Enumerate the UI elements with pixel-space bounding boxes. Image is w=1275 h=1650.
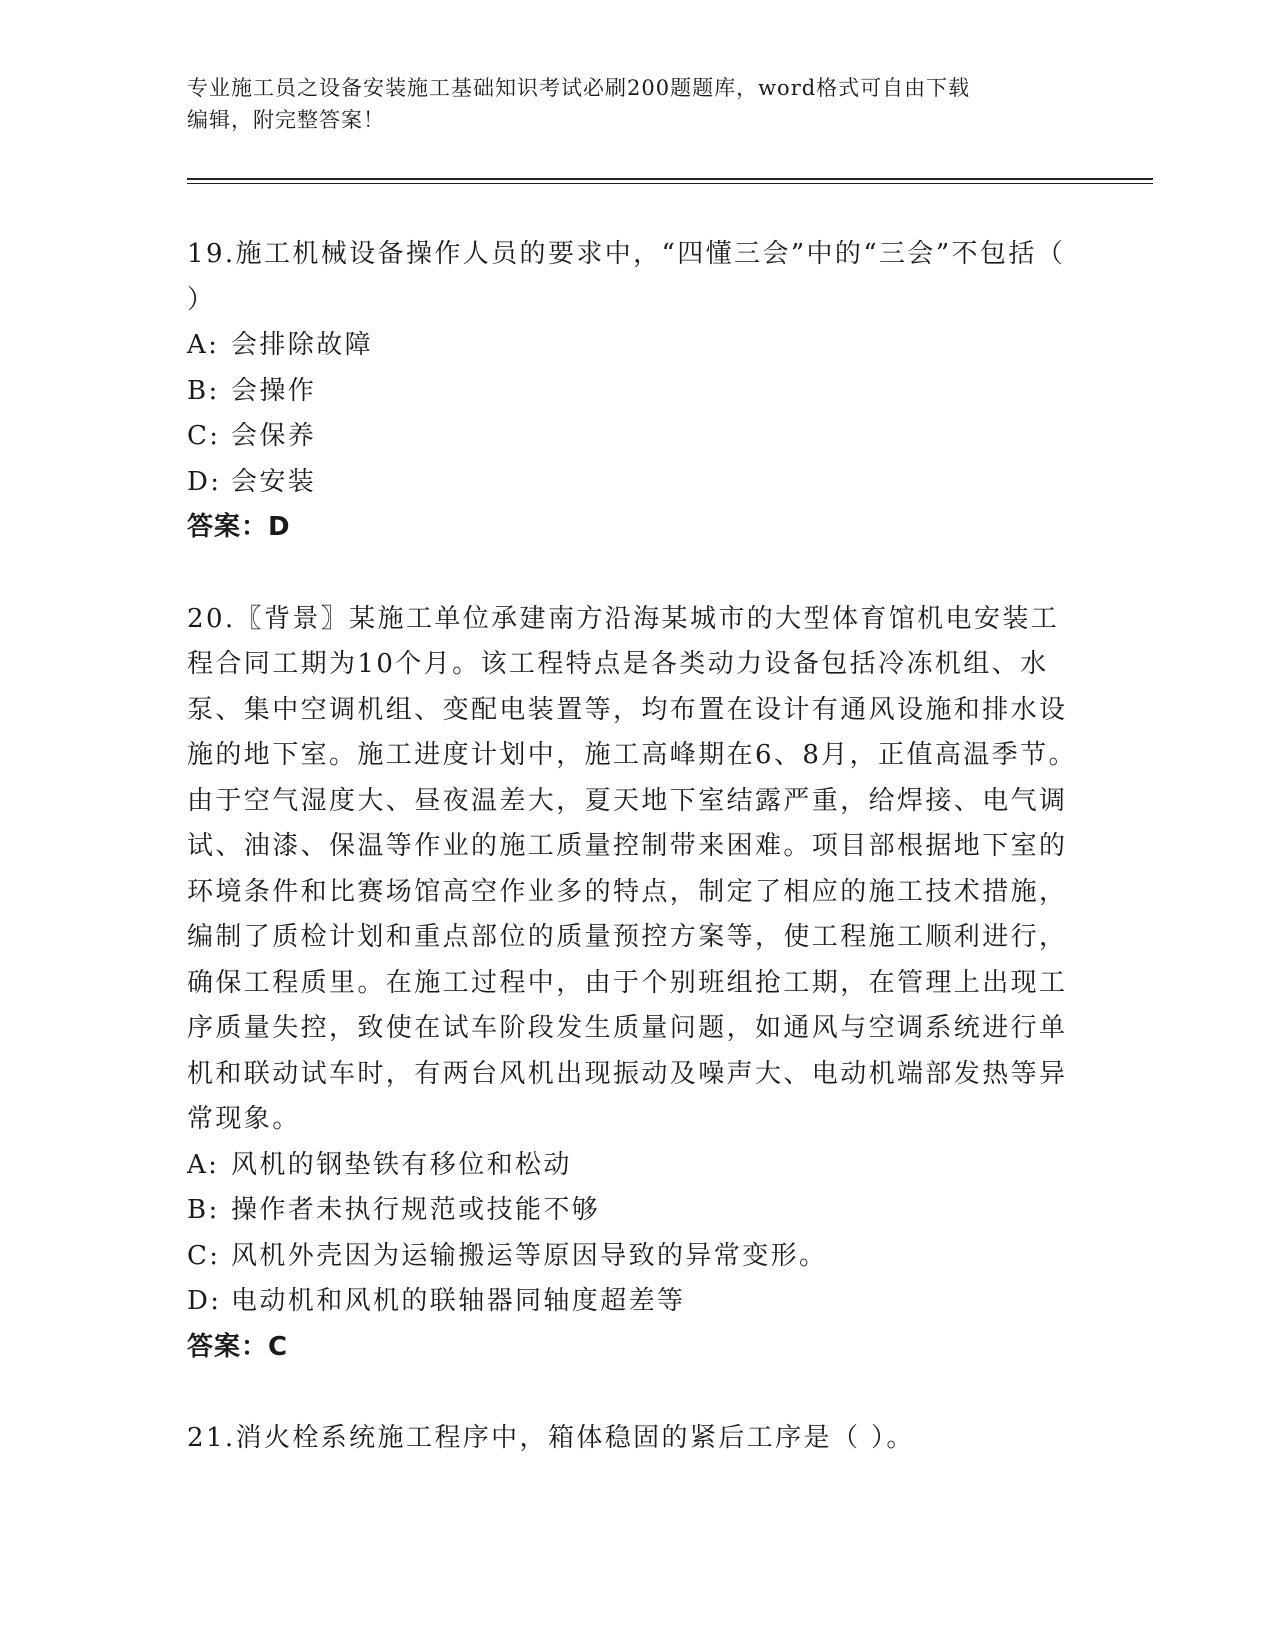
spacer xyxy=(187,1370,1077,1416)
option-a xyxy=(187,1143,1077,1189)
header-divider-thick xyxy=(187,178,1153,180)
question-text: 19.施工机械设备操作人员的要求中，“四懂三会”中的“三会”不包括（ ） xyxy=(187,239,1066,315)
option-b xyxy=(187,1188,1077,1234)
option-text: 会排除故障 xyxy=(231,330,374,360)
option-text: 会安装 xyxy=(231,466,317,497)
option-text: 会保养 xyxy=(231,421,317,451)
option-d xyxy=(187,1279,1077,1325)
option-label: A: xyxy=(187,330,220,360)
option-text: 风机的钢垫铁有移位和松动 xyxy=(231,1149,572,1180)
option-label: D: xyxy=(187,1286,222,1316)
option-b xyxy=(187,369,1077,415)
option-label: C: xyxy=(187,421,221,451)
question-text: 21.消火栓系统施工程序中，箱体稳固的紧后工序是（ ）。 xyxy=(187,1423,915,1453)
option-c xyxy=(187,414,1077,460)
option-d xyxy=(187,460,1077,506)
option-label: D: xyxy=(187,466,222,497)
spacer xyxy=(187,551,1077,597)
answer-line: 答案：C xyxy=(187,1331,289,1362)
question-21 xyxy=(187,1416,1077,1462)
answer-line: 答案：D xyxy=(187,512,291,542)
question-20 xyxy=(187,597,1077,1371)
option-text: 电动机和风机的联轴器同轴度超差等 xyxy=(231,1286,686,1316)
option-label: C: xyxy=(187,1240,221,1271)
question-list xyxy=(187,232,1077,1462)
header-divider-thin xyxy=(187,183,1153,184)
option-c xyxy=(187,1234,1077,1280)
option-label: A: xyxy=(187,1149,220,1180)
header-line-2: 编辑，附完整答案！ xyxy=(187,108,385,132)
question-19 xyxy=(187,232,1077,551)
option-text: 会操作 xyxy=(231,375,317,406)
option-a xyxy=(187,323,1077,369)
option-text: 操作者未执行规范或技能不够 xyxy=(231,1195,601,1225)
option-label: B: xyxy=(187,1195,220,1225)
option-label: B: xyxy=(187,375,220,406)
option-text: 风机外壳因为运输搬运等原因导致的异常变形。 xyxy=(231,1240,828,1271)
question-text: 20.〖背景〗某施工单位承建南方沿海某城市的大型体育馆机电安装工程合同工期为10个月。该工程特点是各类动力设备包括冷冻机组、水泵、集中空调机组、变配电装置等，均布置在设计有通风设施和排水设施的地下室。施工进度计划中，施工高峰期在6、8月，正值高温季节。由于空气湿度大、昼夜温差大，夏天地下室结露严重，给焊接、电气调试、油漆、保温等作业的施工质量控制带来困难。项目部根据地下室的环境条件和比赛场馆高空作业多的特点，制定了相应的施工技术措施，编制了质检计划和重点部位的质量预控方案等，使工程施工顺利进行，确保工程质里。在施工过程中，由于个别班组抢工期，在管理上出现工序质量失控，致使在试车阶段发生质量问题，如通风与空调系统进行单机和联动试车时，有两台风机出现振动及噪声大、电动机端部发热等异常现象。 xyxy=(187,603,1077,1134)
header-line-1: 专业施工员之设备安装施工基础知识考试必刷200题题库，word格式可自由下载 xyxy=(187,76,971,100)
document-header xyxy=(187,72,1067,136)
